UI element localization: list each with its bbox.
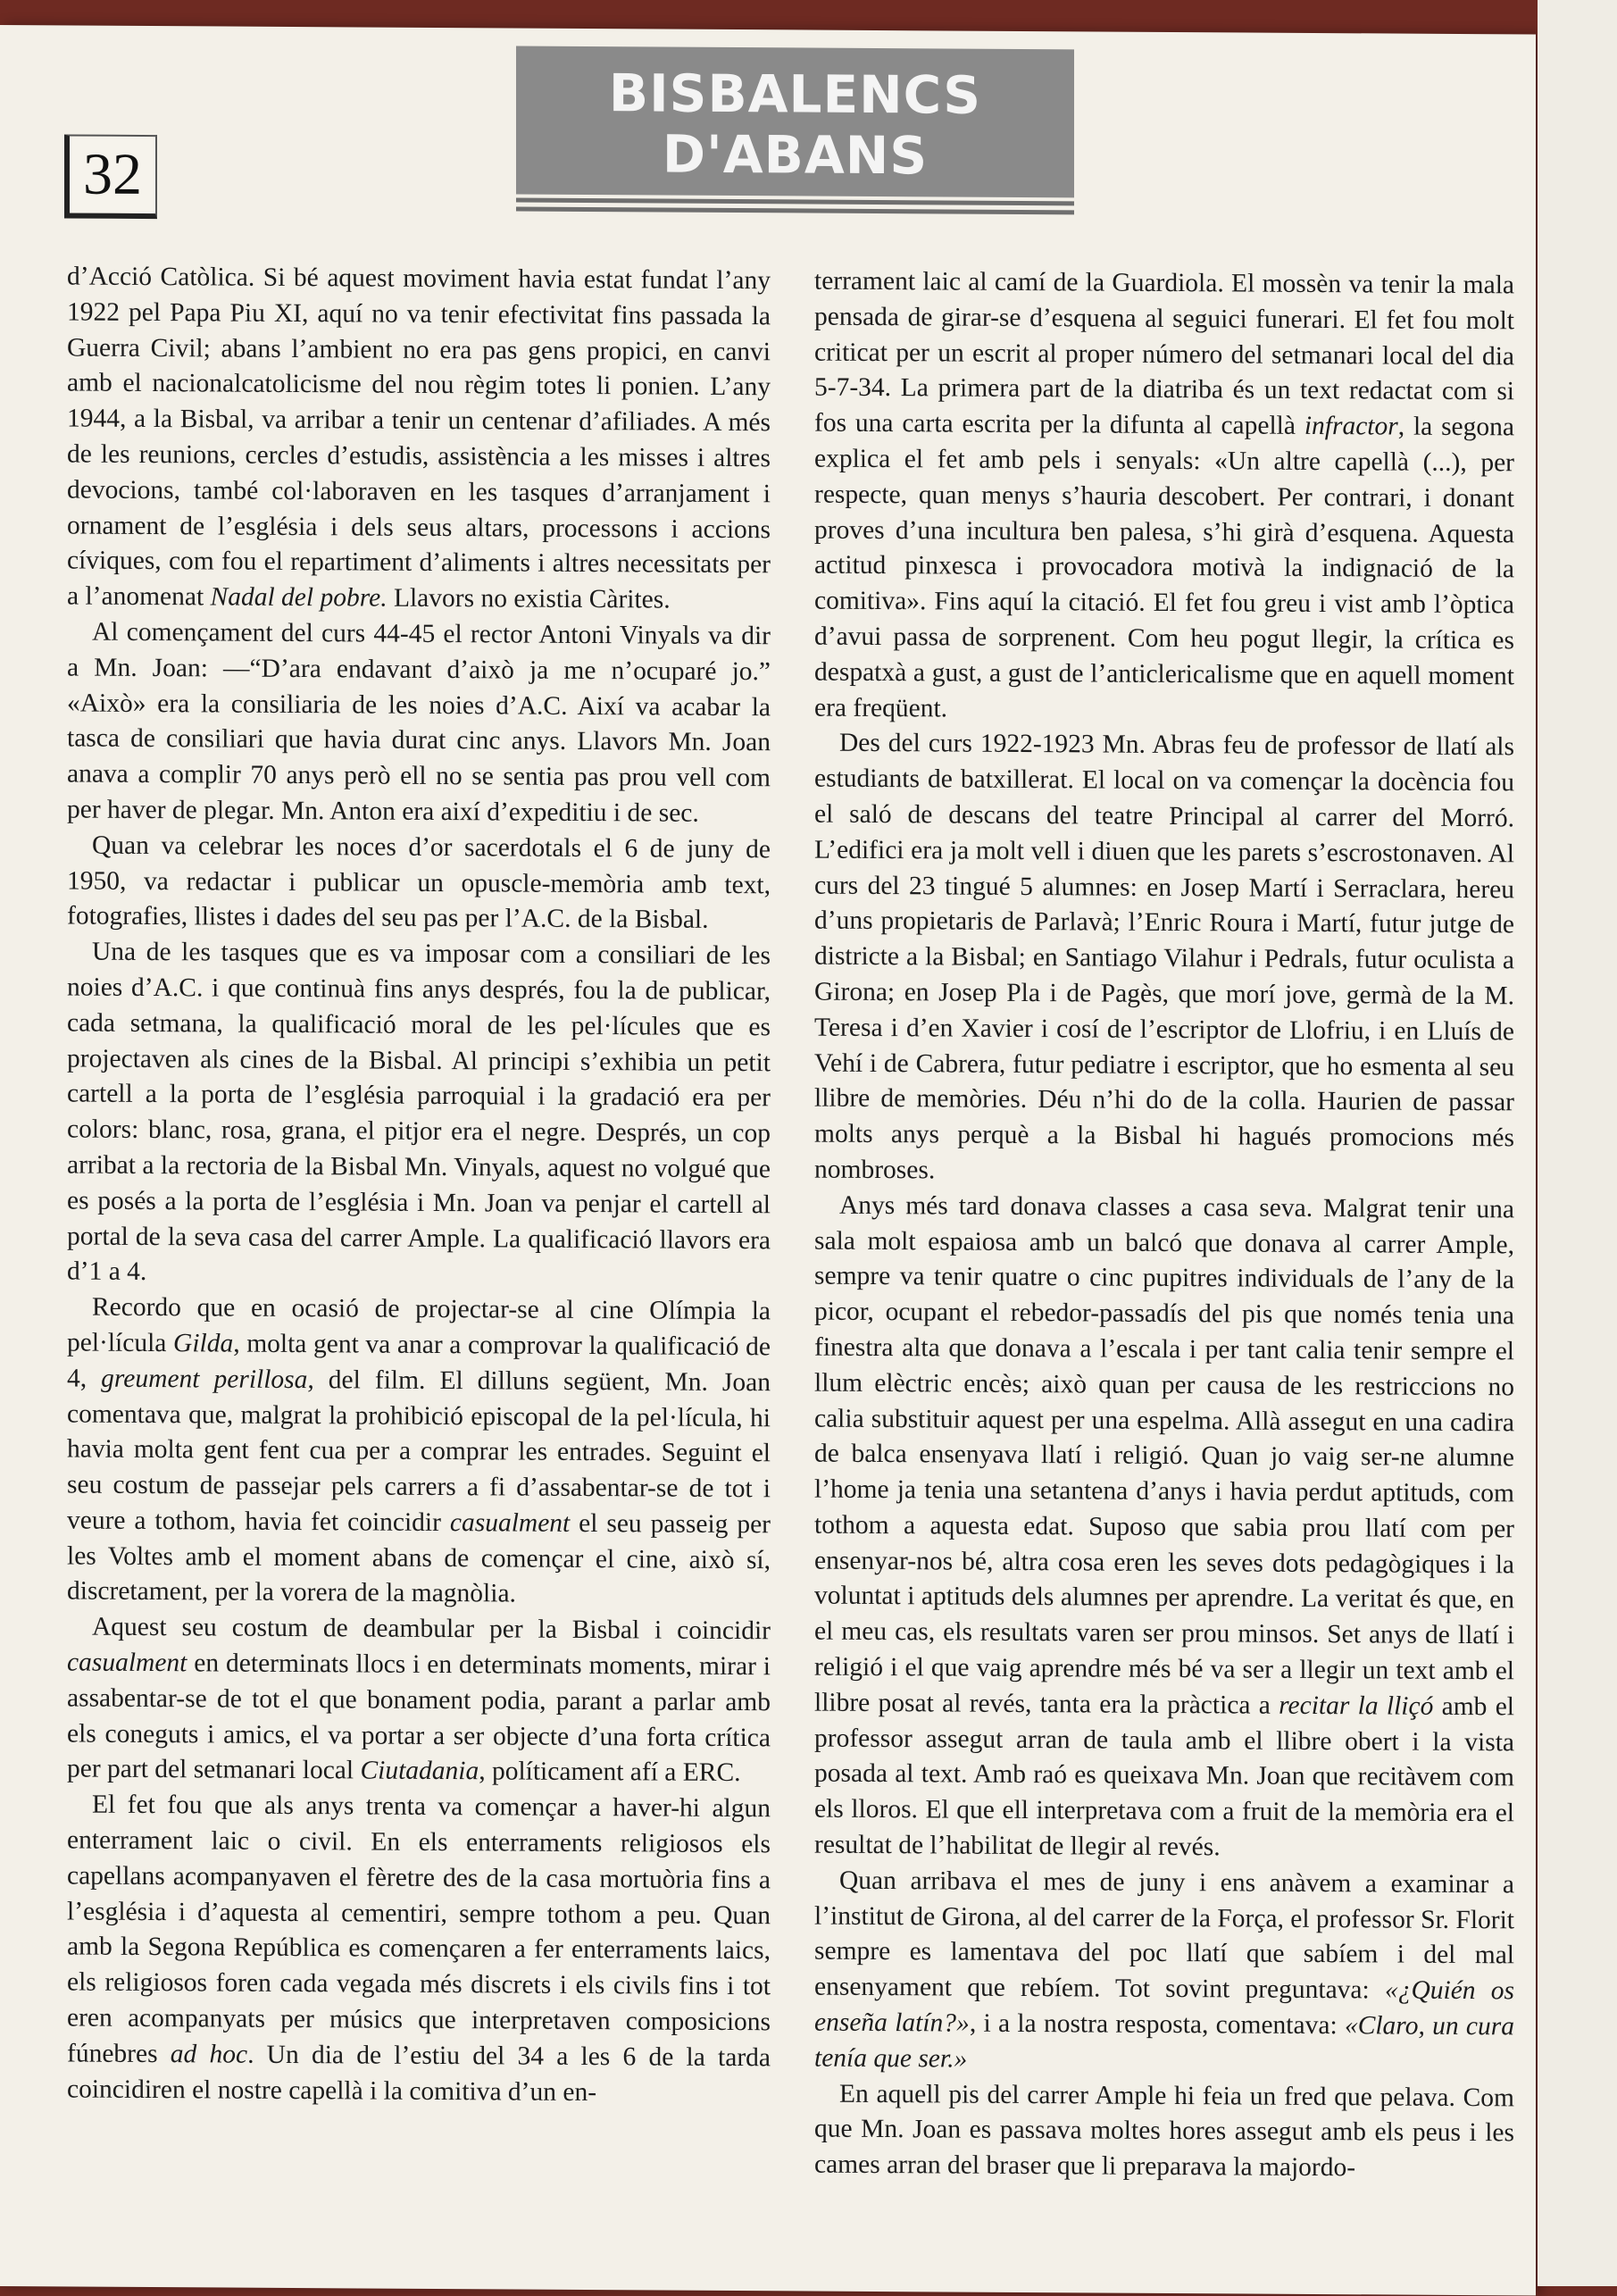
masthead — [516, 46, 1074, 198]
paragraph — [67, 259, 771, 619]
adjacent-page-edge — [1538, 0, 1617, 2286]
right-text-column — [814, 264, 1514, 2188]
masthead-title-line1: BISBALENCS — [608, 63, 982, 126]
masthead-rule-bottom — [516, 207, 1074, 215]
text-run: en determinats llocs i en determinats moments, mirar i assabentar-se de tot el que bonament podia, parant a parlar amb els coneguts i amics, el va portar a ser objecte d’una forta crítica per part del setmanari local — [67, 1649, 771, 1785]
text-run: , molta gent va anar a comprovar la qualificació de 4, — [67, 1329, 771, 1393]
italic-text: casualment — [449, 1507, 571, 1538]
text-run: amb el professor assegut arran de taula amb el llibre obert i la vista posada al text. Amb raó es queixava Mn. Joan que recitàvem com els lloros. El que ell interpretava com a fruit de la memòria era el resultat de l’habilitat de llegir al revés. — [814, 1691, 1514, 1862]
italic-text: infractor — [1304, 412, 1398, 441]
text-run: . Un dia de l’estiu del 34 a les 6 de la tarda coincidiren el nostre capellà i la comitiva d’un en- — [67, 2040, 771, 2107]
text-run: el seu passeig per les Voltes amb el moment abans de començar el cine, això sí, discretament, per la vorera de la magnòlia. — [67, 1508, 771, 1609]
page-number: 32 — [64, 134, 157, 219]
text-run: En aquell pis del carrer Ample hi feia un fred que pelava. Com que Mn. Joan es passava moltes hores assegut amb els peus i les cames arran del braser que li preparava la majordo- — [814, 2079, 1514, 2183]
paragraph — [67, 1788, 771, 2112]
paragraph — [814, 1863, 1514, 2081]
text-run: Aquest seu costum de deambular per la Bisbal i coincidir — [92, 1612, 771, 1646]
book-page — [0, 25, 1536, 2296]
text-run: Al començament del curs 44-45 el rector Antoni Vinyals va dir a Mn. Joan: —“D’ara endavant d’això ja me n’ocuparé jo.” «Això» era la consiliaria de les noies d’A.C. Així va acabar la tasca de consiliari que havia durat cinc anys. Llavors Mn. Joan anava a complir 70 anys però ell no se sentia pas prou vell com per haver de plegar. Mn. Anton era així d’expeditiu i de sec. — [67, 617, 771, 828]
text-run: El fet fou que als anys trenta va començar a haver-hi algun enterrament laic o civil. En els enterraments religiosos els capellans acompanyaven el fèretre des de la casa mortuòria fins a l’església i d’aquesta al cementiri, sempre tothom a peu. Quan amb la Segona República es començaren a fer enterraments laics, els religiosos foren cada vegada més discrets i els civils fins i tot eren acompanyats per músics que interpretaven composicions fúnebres — [67, 1790, 771, 2069]
italic-text: Gilda — [173, 1329, 234, 1358]
masthead-title-line2: D'ABANS — [662, 123, 929, 187]
paragraph — [67, 1610, 771, 1792]
text-run: terrament laic al camí de la Guardiola. El mossèn va tenir la mala pensada de girar-se d’esquena al seguici funerari. El fet fou molt criticat per un escrit al proper número del setmanari local del dia 5-7-34. La primera part de la diatriba és un text redactat com si fos una carta escrita per la difunta al capellà — [814, 266, 1514, 441]
paragraph — [814, 1188, 1514, 1867]
text-run: Una de les tasques que es va imposar com a consiliari de les noies d’A.C. i que continuà fins anys després, fou la de publicar, cada setmana, la qualificació moral de les pel·lícules que es projectaven als cines de la Bisbal. Al principi s’exhibia un petit cartell a la porta de l’església parroquial i la gradació era per colors: blanc, rosa, grana, el pitjor era el negre. Després, un cop arribat a la rectoria de la Bisbal Mn. Vinyals, aquest no volgué que es posés a la porta de l’església i Mn. Joan va penjar el cartell al portal de la seva casa del carrer Ample. La qualificació llavors era d’1 a 4. — [67, 937, 771, 1287]
paragraph — [814, 2076, 1514, 2187]
text-run: Recordo que en ocasió de projectar-se al cine Olímpia la pel·lícula — [67, 1292, 771, 1358]
text-run: Des del curs 1922-1923 Mn. Abras feu de professor de llatí als estudiants de batxillerat. El local on va començar la docència fou el saló de descans del teatre Principal al carrer del Morró. L’edifici era ja molt vell i diuen que les parets s’escrostonaven. Al curs del 23 tingué 5 alumnes: en Josep Martí i Serraclara, hereu d’uns propietaris de Parlavà; l’Enric Roura i Martí, futur jutge de districte a la Bisbal; en Santiago Vilahur i Pedrals, futur oculista a Girona; en Josep Pla i de Pagès, que morí jove, germà de la M. Teresa i d’en Xavier i cosí de l’escriptor de Llofriu, i en Lluís de Vehí i de Cabrera, futur pediatre i escriptor, que ho esmenta al seu llibre de memòries. Déu n’hi do de la colla. Haurien de passar molts anys perquè a la Bisbal hi hagués promocions més nombroses. — [814, 729, 1514, 1185]
paragraph — [67, 828, 771, 939]
italic-text: casualment — [67, 1648, 188, 1678]
text-run: , i a la nostra resposta, comentava: — [969, 2008, 1345, 2041]
italic-text: «¿Quién os enseña latín?» — [814, 1975, 1515, 2038]
text-run: , la segona explica el fet amb pels i senyals: «Un altre capellà (...), per respecte, quan menys s’hauria descobert. Per contrari, i donant proves d’una incultura ben palesa, s’hi girà d’esquena. Aquesta actitud pinxesca i provocadora motivà la indignació de la comitiva». Fins aquí la citació. El fet fou greu i vist amb l’òptica d’avui passa de sorprenent. Com heu pogut llegir, la crítica es despatxà a gust, a gust de l’anticlericalisme que en aquell moment era freqüent. — [814, 412, 1514, 723]
paragraph — [814, 264, 1514, 731]
italic-text: recitar la lliçó — [1279, 1691, 1434, 1721]
paragraph — [814, 726, 1514, 1192]
text-run: Quan arribava el mes de juny i ens anàvem a examinar a l’institut de Girona, al del carrer de la Força, el professor Sr. Florit sempre es lamentava del poc llatí que sabíem i del mal ensenyament que rebíem. Tot sovint preguntava: — [814, 1866, 1514, 2005]
text-run: , políticament afí a ERC. — [479, 1757, 741, 1788]
paragraph — [67, 614, 771, 832]
text-run: Quan va celebrar les noces d’or sacerdotals el 6 de juny de 1950, va redactar i publicar un opuscle-memòria amb text, fotografies, llistes i dades del seu pas per l’A.C. de la Bisbal. — [67, 831, 771, 935]
italic-text: greument perillosa, — [101, 1364, 314, 1394]
italic-text: Nadal del pobre. — [210, 582, 388, 613]
text-run: del film. El dilluns següent, Mn. Joan comentava que, malgrat la prohibició episcopal de la pel·lícula, hi havia molta gent fent cua per a comprar les entrades. Seguint el seu costum de passejar pels carrers a fi d’assabentar-se de tot i veure a tothom, havia fet coincidir — [67, 1365, 771, 1537]
paragraph — [67, 935, 771, 1295]
masthead-rule-top — [516, 198, 1074, 206]
paragraph — [67, 1290, 771, 1615]
text-run: Llavors no existia Càrites. — [387, 583, 671, 614]
text-run: d’Acció Catòlica. Si bé aquest moviment havia estat fundat l’any 1922 pel Papa Piu XI, aquí no va tenir efectivitat fins passada la Guerra Civil; abans l’ambient no era pas gens propici, en canvi amb el nacionalcatolicisme del nou règim totes li ponien. L’any 1944, a la Bisbal, va arribar a tenir un centenar d’afiliades. A més de les reunions, cercles d’estudis, assistència a les misses i altres devocions, també col·laboraven en les tasques d’arranjament i ornament de l’església i dels seus altars, processons i accions cíviques, com fou el repartiment d’aliments i altres necessitats per a l’anomenat — [67, 262, 771, 612]
italic-text: «Claro, un cura tenía que ser.» — [814, 2011, 1514, 2074]
italic-text: ad hoc — [170, 2040, 248, 2069]
left-text-column — [67, 259, 771, 2111]
italic-text: Ciutadania — [360, 1756, 479, 1786]
text-run: Anys més tard donava classes a casa seva. Malgrat tenir una sala molt espaiosa amb un balcó que donava al carrer Ample, sempre va tenir quatre o cinc pupitres individuals de l’any de la picor, ocupant el rebedor-passadís del pis que només tenia una finestra alta que donava a l’escala i per tant calia tenir sempre el llum elèctric encès; això quan per causa de les restriccions no calia substituir aquest per una espelma. Allà assegut en una cadira de balca ensenyava llatí i religió. Quan jo vaig ser-ne alumne l’home ja tenia una setantena d’anys i havia perdut aptituds, com tothom a aquesta edat. Suposo que sabia prou llatí com per ensenyar-nos bé, altra cosa eren les seves dots pedagògiques i la voluntat i aptituds dels alumnes per aprendre. La veritat és que, en el meu cas, els resultats varen ser prou minsos. Set anys de llatí i religió i el que vaig aprendre més bé va ser a llegir un text amb el llibre posat al revés, tanta era la pràctica a — [814, 1190, 1514, 1720]
